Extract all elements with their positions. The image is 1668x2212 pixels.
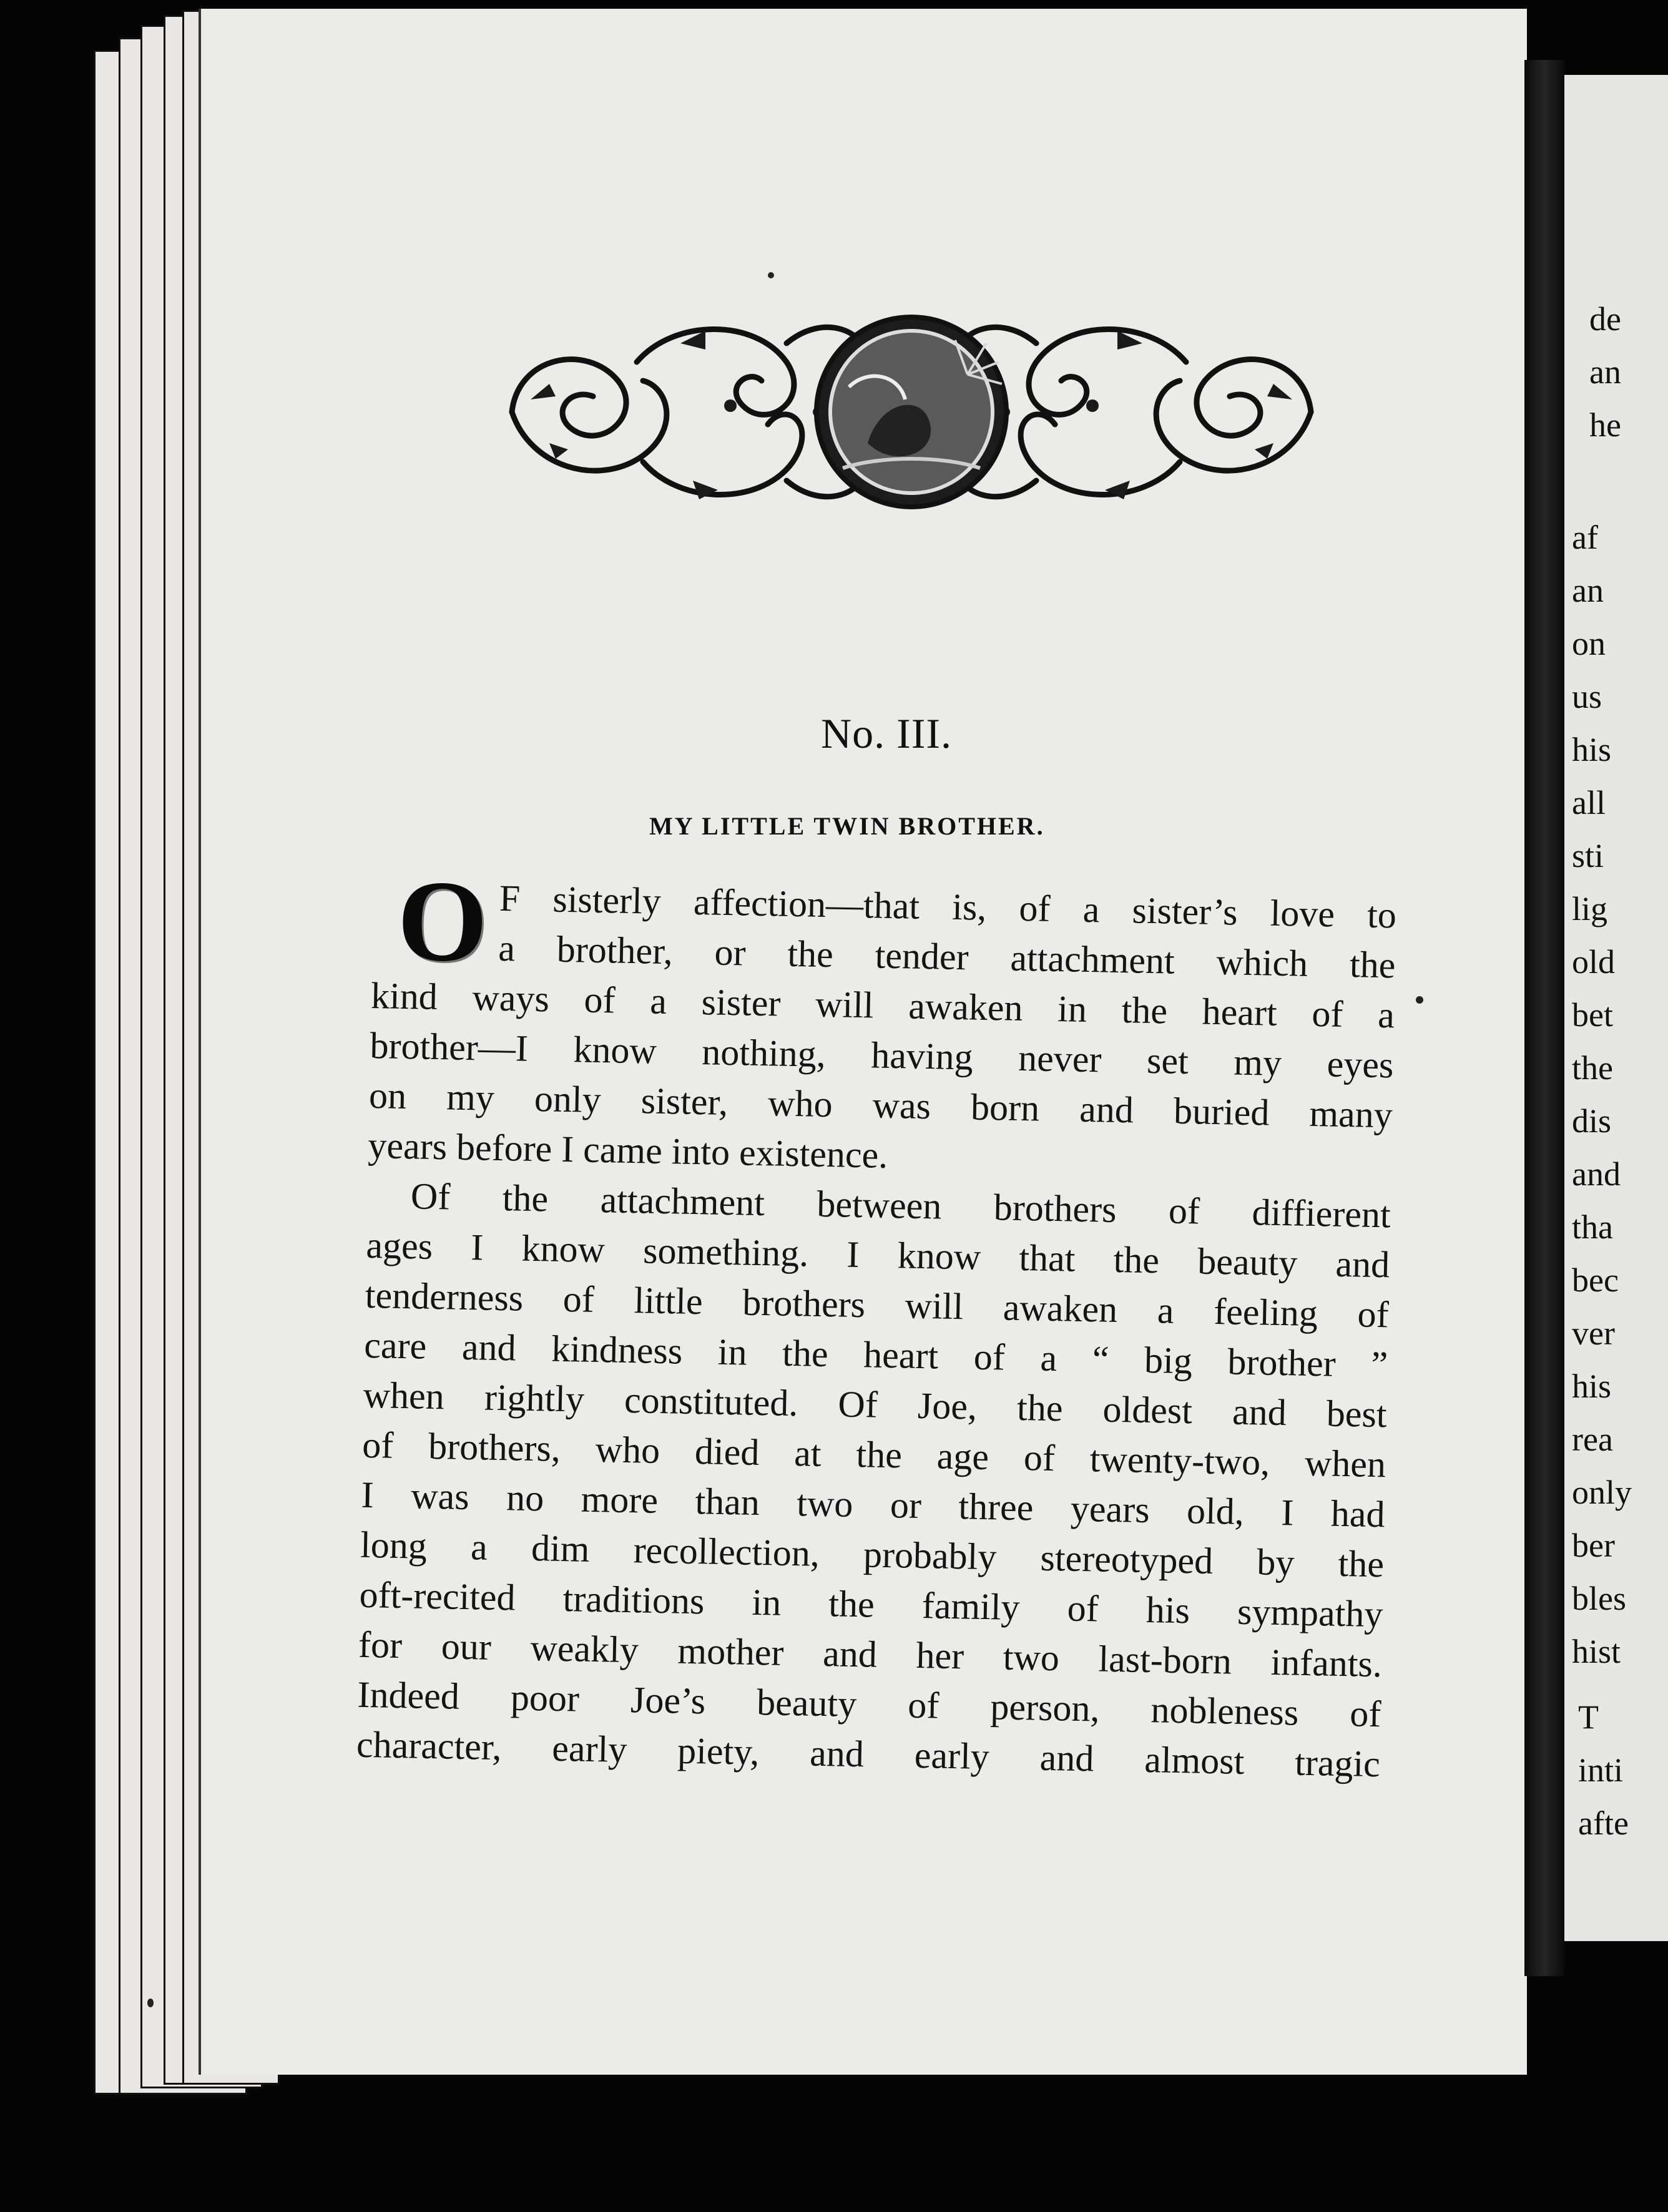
facing-page-fragment: bles: [1572, 1580, 1626, 1617]
facing-page-fragment: inti: [1578, 1751, 1624, 1789]
text-line: care and kindness in the heart of a “ big brother ”: [363, 1324, 1388, 1386]
book-gutter: [1524, 60, 1564, 1976]
facing-page-fragment: ber: [1572, 1527, 1615, 1564]
facing-page-fragment: lig: [1572, 890, 1608, 927]
facing-page-fragment: his: [1572, 1368, 1612, 1405]
facing-page-fragment: dis: [1572, 1102, 1612, 1140]
facing-page-fragment: an: [1572, 572, 1604, 609]
text-line: when rightly constituted. Of Joe, the oldest and best: [363, 1374, 1388, 1436]
facing-page-fragment: sti: [1572, 837, 1604, 874]
facing-page-fragment: old: [1572, 943, 1616, 981]
text-line: of brothers, who died at the age of twenty-two, when: [361, 1424, 1386, 1485]
facing-page-fragment: his: [1572, 731, 1612, 768]
facing-page-fragment: only: [1572, 1474, 1632, 1511]
scan-speck: [768, 272, 774, 278]
facing-page-fragment: ver: [1572, 1314, 1615, 1352]
text-line: Indeed poor Joe’s beauty of person, nobleness of: [357, 1673, 1381, 1735]
facing-page-fragment: bec: [1572, 1261, 1619, 1299]
text-line: kind ways of a sister will awaken in the heart of a: [370, 974, 1395, 1036]
facing-page-fragment: he: [1589, 406, 1621, 444]
text-line: character, early piety, and early and almost tragic: [356, 1723, 1381, 1785]
facing-page-fragment: and: [1572, 1155, 1621, 1193]
paragraph-1: [367, 856, 1397, 1190]
ornamental-headpiece: [493, 306, 1330, 518]
paragraph-2: [356, 1170, 1391, 1789]
text-line: Of the attachment between brothers of diffierent: [410, 1175, 1391, 1236]
facing-page-fragment: tha: [1572, 1208, 1613, 1246]
facing-page-fragment: an: [1589, 353, 1621, 391]
scan-speck: [147, 1999, 154, 2007]
facing-page-fragment: T: [1578, 1698, 1599, 1736]
facing-page-fragment: bet: [1572, 996, 1613, 1034]
text-line: F sisterly affection—that is, of a sister’s love to: [499, 877, 1397, 936]
facing-page-fragment: afte: [1578, 1804, 1629, 1842]
text-line: ages I know something. I know that the beauty and: [365, 1224, 1390, 1286]
drop-cap: O: [396, 856, 489, 987]
body-text: [356, 856, 1397, 1789]
facing-page-fragment: af: [1572, 519, 1598, 556]
text-line: oft-recited traditions in the family of his sympathy: [359, 1573, 1384, 1635]
text-line: tenderness of little brothers will awaken a feeling of: [365, 1274, 1390, 1336]
text-line: I was no more than two or three years old, I had: [361, 1474, 1386, 1535]
facing-page-fragment: us: [1572, 678, 1602, 715]
facing-page-fragment: de: [1589, 300, 1621, 338]
facing-page-fragment: on: [1572, 625, 1606, 662]
text-line: a brother, or the tender attachment which the: [498, 927, 1396, 986]
facing-page-fragment: rea: [1572, 1421, 1613, 1458]
section-number: No. III.: [821, 710, 953, 757]
facing-page-fragment: all: [1572, 784, 1606, 821]
text-line: long a dim recollection, probably stereotyped by the: [360, 1524, 1385, 1585]
text-line: for our weakly mother and her two last-born infants.: [358, 1623, 1383, 1685]
chapter-title: MY LITTLE TWIN BROTHER.: [649, 812, 1045, 840]
text-line: brother—I know nothing, having never set my eyes: [369, 1024, 1394, 1086]
text-line: on my only sister, who was born and buried many: [368, 1074, 1393, 1136]
facing-page-fragment: hist: [1572, 1633, 1621, 1670]
facing-page: [1564, 75, 1668, 1941]
scan-speck: [1416, 996, 1423, 1004]
facing-page-fragment: the: [1572, 1049, 1613, 1087]
text-line: years before I came into existence.: [367, 1124, 888, 1176]
